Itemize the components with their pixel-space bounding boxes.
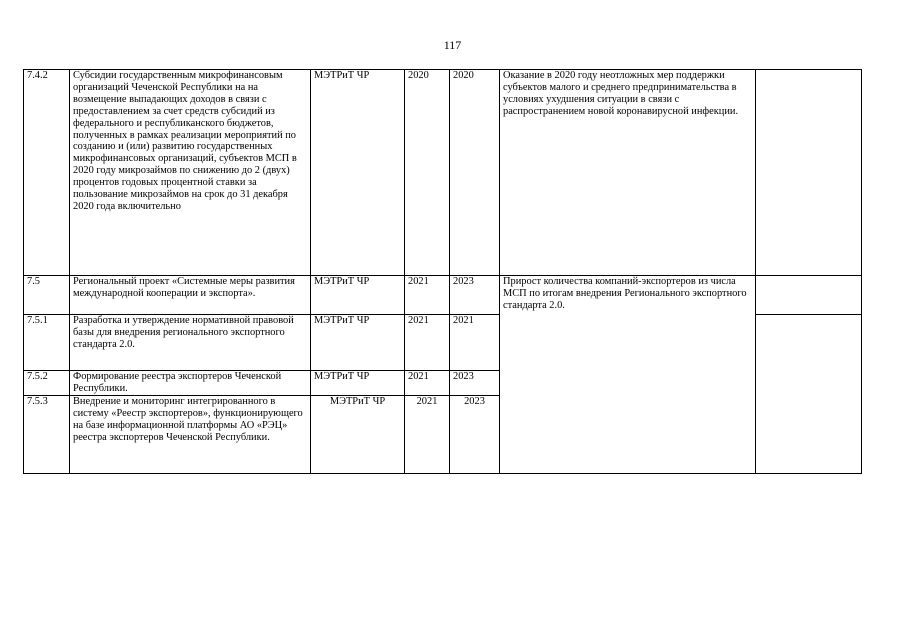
row-number: 7.4.2	[24, 70, 70, 276]
start-year: 2021	[405, 396, 450, 474]
executor: МЭТРиТ ЧР	[311, 371, 405, 396]
end-year: 2020	[450, 70, 500, 276]
executor: МЭТРиТ ЧР	[311, 70, 405, 276]
row-number: 7.5	[24, 276, 70, 315]
note-cell	[756, 276, 862, 315]
row-number: 7.5.3	[24, 396, 70, 474]
start-year: 2020	[405, 70, 450, 276]
start-year: 2021	[405, 315, 450, 371]
activity-name: Региональный проект «Системные меры развития международной кооперации и экспорта».	[70, 276, 311, 315]
activity-name: Внедрение и мониторинг интегрированного в систему «Реестр экспортеров», функционирующего на базе информационной платформы АО «РЭЦ» реестра экспортеров Чеченской Республики.	[70, 396, 311, 474]
activity-name: Разработка и утверждение нормативной правовой базы для внедрения регионального экспортного стандарта 2.0.	[70, 315, 311, 371]
activities-table	[23, 69, 862, 474]
note-cell	[756, 315, 862, 474]
executor: МЭТРиТ ЧР	[311, 276, 405, 315]
end-year: 2023	[450, 396, 500, 474]
end-year: 2021	[450, 315, 500, 371]
page-number: 117	[443, 38, 462, 52]
activity-name: Субсидии государственным микрофинансовым организаций Чеченской Республики на на возмещение выпадающих доходов в связи с предоставлением за счет средств субсидий из федерального и республиканского бюджетов, полученных в рамках реализации мероприятий по созданию и (или) развитию государственных микрофинансовых организаций, субъектов МСП в 2020 году микрозаймов по снижению до 2 (двух) процентов годовых процентной ставки за пользование микрозаймов на срок до 31 декабря 2020 года включительно	[70, 70, 311, 276]
start-year: 2021	[405, 371, 450, 396]
start-year: 2021	[405, 276, 450, 315]
table-row	[24, 276, 862, 315]
end-year: 2023	[450, 371, 500, 396]
activity-name: Формирование реестра экспортеров Чеченской Республики.	[70, 371, 311, 396]
expected-result: Прирост количества компаний-экспортеров из числа МСП по итогам внедрения Регионального экспортного стандарта 2.0.	[500, 276, 756, 474]
row-number: 7.5.2	[24, 371, 70, 396]
expected-result: Оказание в 2020 году неотложных мер поддержки субъектов малого и среднего предпринимательства в условиях ухудшения ситуации в связи с распространением новой коронавирусной инфекции.	[500, 70, 756, 276]
note-cell	[756, 70, 862, 276]
end-year: 2023	[450, 276, 500, 315]
executor: МЭТРиТ ЧР	[311, 396, 405, 474]
row-number: 7.5.1	[24, 315, 70, 371]
table-row	[24, 70, 862, 276]
executor: МЭТРиТ ЧР	[311, 315, 405, 371]
